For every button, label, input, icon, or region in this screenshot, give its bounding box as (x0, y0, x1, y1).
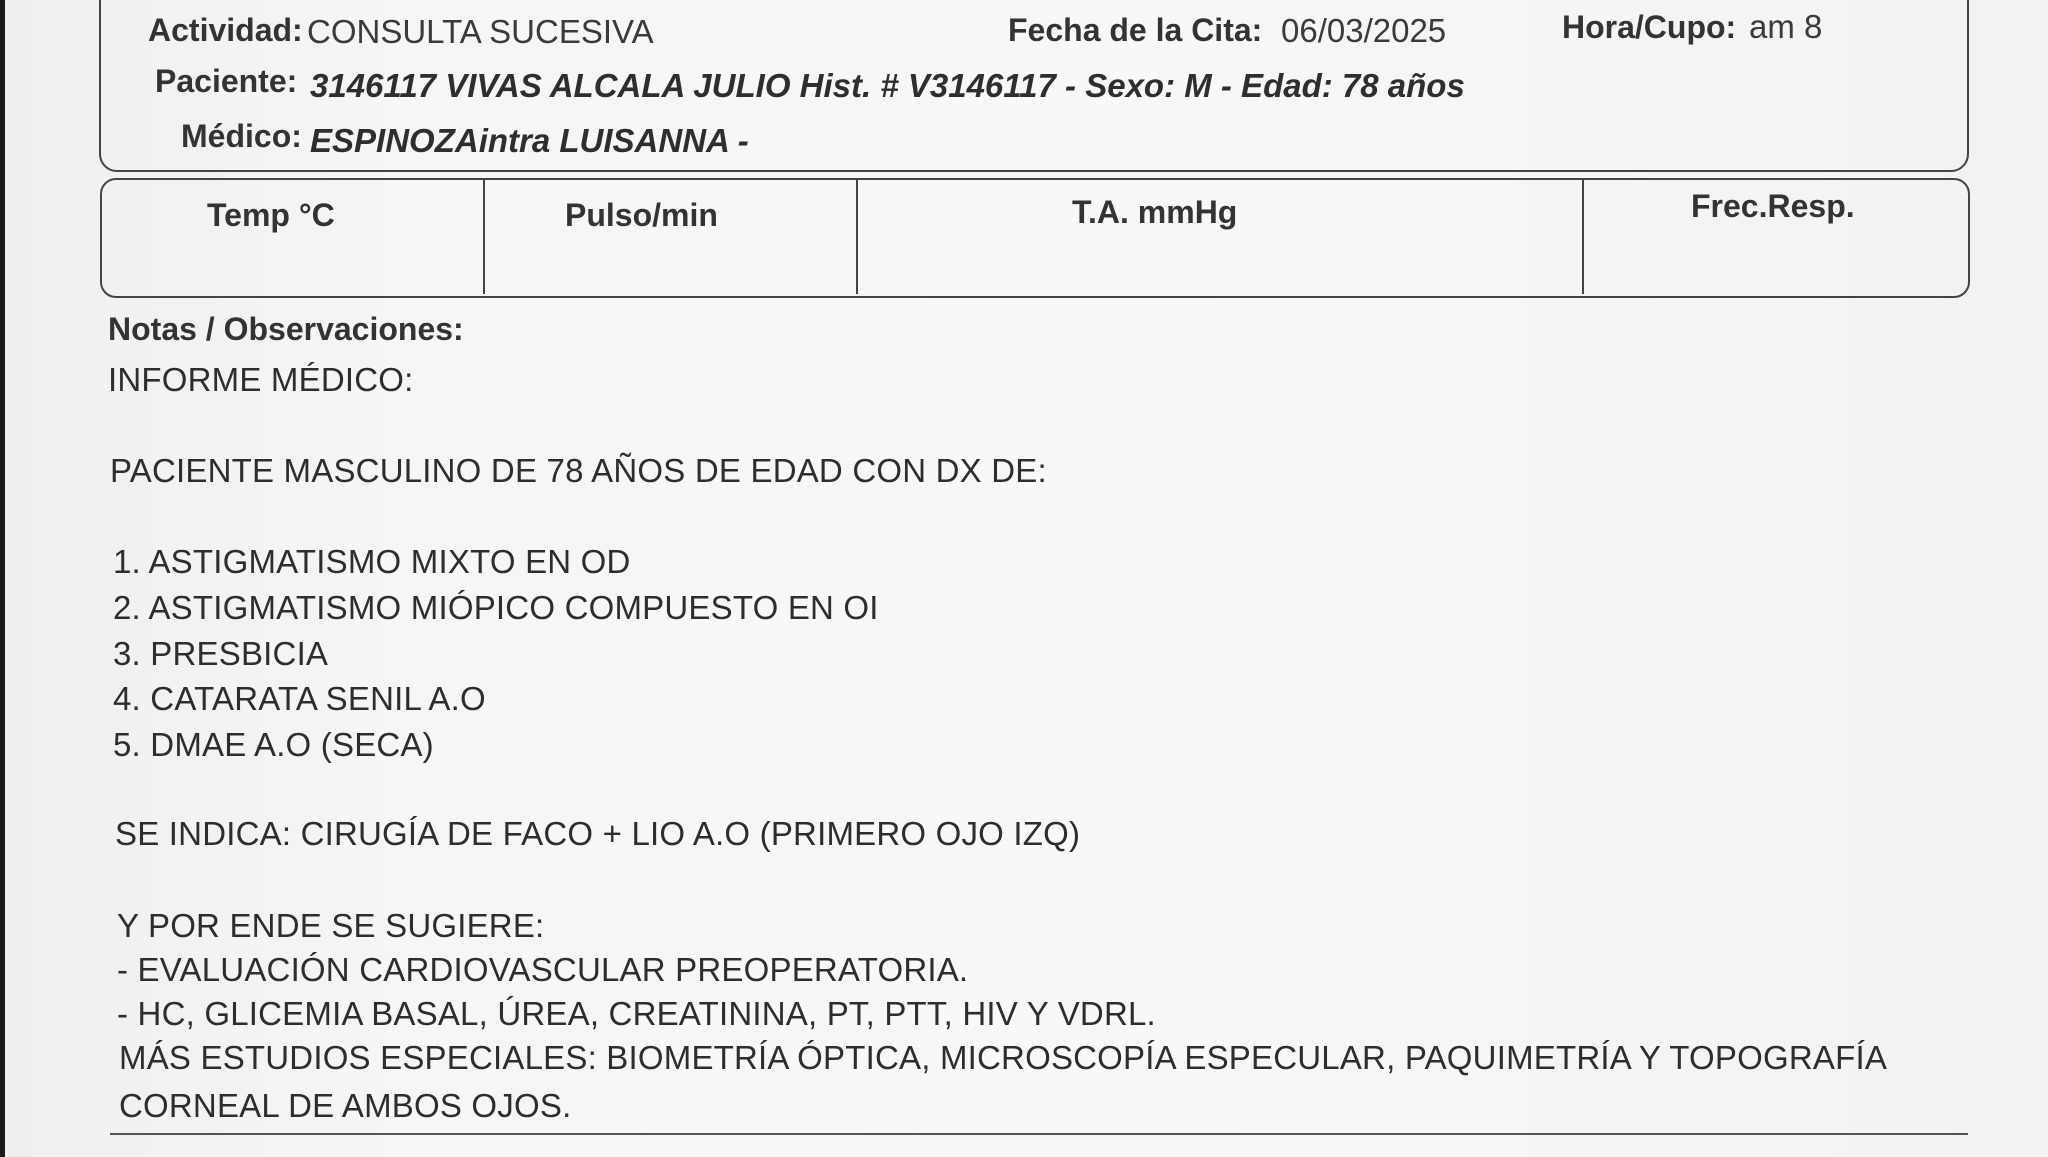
fecha-value: 06/03/2025 (1281, 12, 1447, 49)
frec-header: Frec.Resp. (1691, 188, 1855, 224)
diagnosis-item: 1. ASTIGMATISMO MIXTO EN OD (113, 543, 631, 580)
actividad-label: Actividad: (148, 12, 303, 48)
pulso-header: Pulso/min (565, 197, 718, 233)
indication-line: SE INDICA: CIRUGÍA DE FACO + LIO A.O (PRIMERO OJO IZQ) (115, 815, 1081, 852)
actividad-value: CONSULTA SUCESIVA (307, 13, 654, 50)
paciente-label: Paciente: (155, 63, 298, 99)
suggests-heading: Y POR ENDE SE SUGIERE: (117, 907, 545, 944)
temp-header: Temp °C (207, 197, 335, 233)
medical-report-page (5, 0, 2048, 1157)
hora-value: am 8 (1749, 8, 1823, 45)
paciente-value: 3146117 VIVAS ALCALA JULIO Hist. # V3146117 - Sexo: M - Edad: 78 años (310, 67, 1465, 104)
studies-line: MÁS ESTUDIOS ESPECIALES: BIOMETRÍA ÓPTICA, MICROSCOPÍA ESPECULAR, PAQUIMETRÍA Y TOPOGRAFÍA (119, 1039, 1888, 1076)
diagnosis-item: 5. DMAE A.O (SECA) (113, 726, 434, 763)
diagnosis-item: 4. CATARATA SENIL A.O (113, 680, 486, 717)
vitals-box (100, 178, 1970, 298)
medico-label: Médico: (181, 118, 302, 154)
ta-header: T.A. mmHg (1072, 194, 1238, 230)
notes-heading: Notas / Observaciones: (108, 311, 464, 347)
bottom-rule (110, 1133, 1968, 1135)
vitals-divider (856, 180, 858, 294)
studies-line: CORNEAL DE AMBOS OJOS. (119, 1087, 572, 1124)
medico-value: ESPINOZAintra LUISANNA - (310, 122, 749, 159)
suggestion-item: - EVALUACIÓN CARDIOVASCULAR PREOPERATORIA. (117, 951, 969, 988)
vitals-divider (1582, 180, 1584, 294)
hora-label: Hora/Cupo: (1562, 9, 1737, 45)
diagnosis-item: 2. ASTIGMATISMO MIÓPICO COMPUESTO EN OI (113, 589, 879, 626)
vitals-divider (483, 180, 485, 294)
patient-intro: PACIENTE MASCULINO DE 78 AÑOS DE EDAD CON DX DE: (110, 452, 1047, 489)
diagnosis-item: 3. PRESBICIA (113, 635, 329, 672)
suggestion-item: - HC, GLICEMIA BASAL, ÚREA, CREATININA, PT, PTT, HIV Y VDRL. (117, 995, 1156, 1032)
fecha-label: Fecha de la Cita: (1008, 12, 1263, 48)
informe-title: INFORME MÉDICO: (108, 361, 414, 398)
